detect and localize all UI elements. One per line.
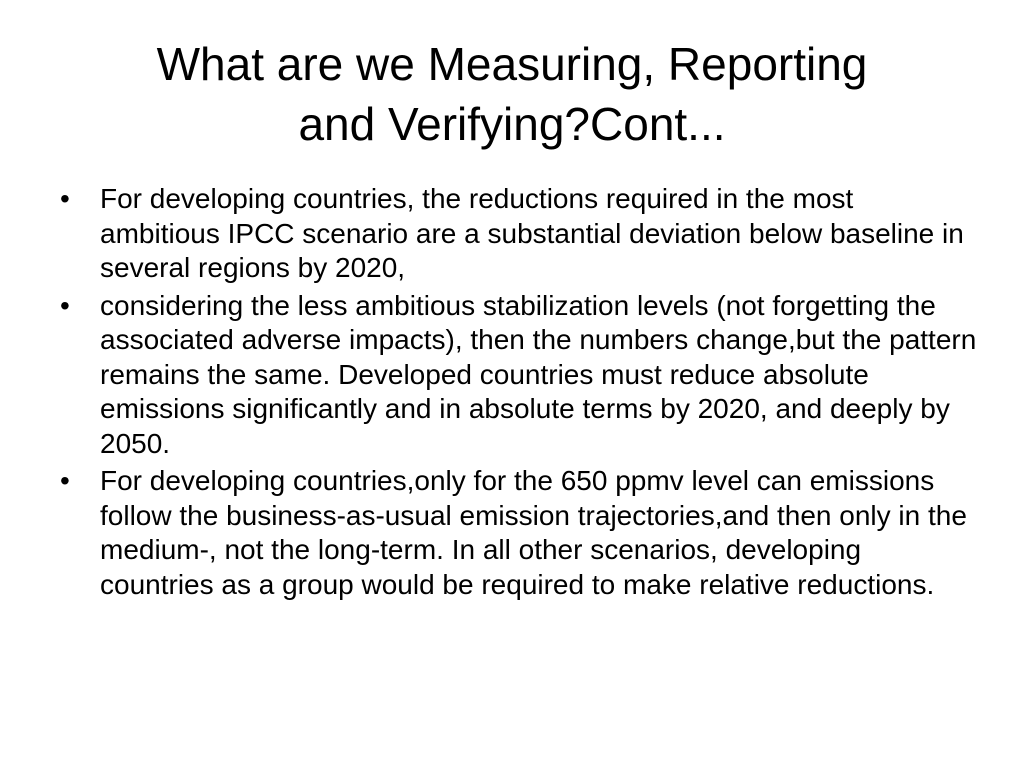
slide-title-line-1: What are we Measuring, Reporting (156, 38, 868, 90)
bullet-text-1: For developing countries, the reductions required in the most ambitious IPCC scenario are a substantial deviation below baseline in several regions by 2020, (100, 183, 964, 283)
bullet-text-2: considering the less ambitious stabilization levels (not forgetting the associated adverse impacts), then the numbers change,but the pattern remains the same. Developed countries must reduce absolute emissions significantly and in absolute terms by 2020, and deeply by 2050. (100, 289, 977, 459)
bullet-text-3: For developing countries,only for the 650 ppmv level can emissions follow the business-as-usual emission trajectories,and then only in the medium-, not the long-term. In all other scenarios, developing countries as a group would be required to make relative reductions. (100, 465, 967, 600)
bullet-marker: • (60, 289, 70, 321)
bullet-marker: • (60, 465, 70, 496)
slide-title (60, 34, 964, 154)
bullet-item-1 (60, 182, 980, 286)
bullet-marker: • (60, 183, 70, 214)
bullet-item-3 (60, 464, 980, 602)
bullet-list (60, 182, 980, 605)
slide-title-line-2: and Verifying?Cont... (298, 98, 726, 150)
bullet-item-2 (60, 289, 980, 462)
